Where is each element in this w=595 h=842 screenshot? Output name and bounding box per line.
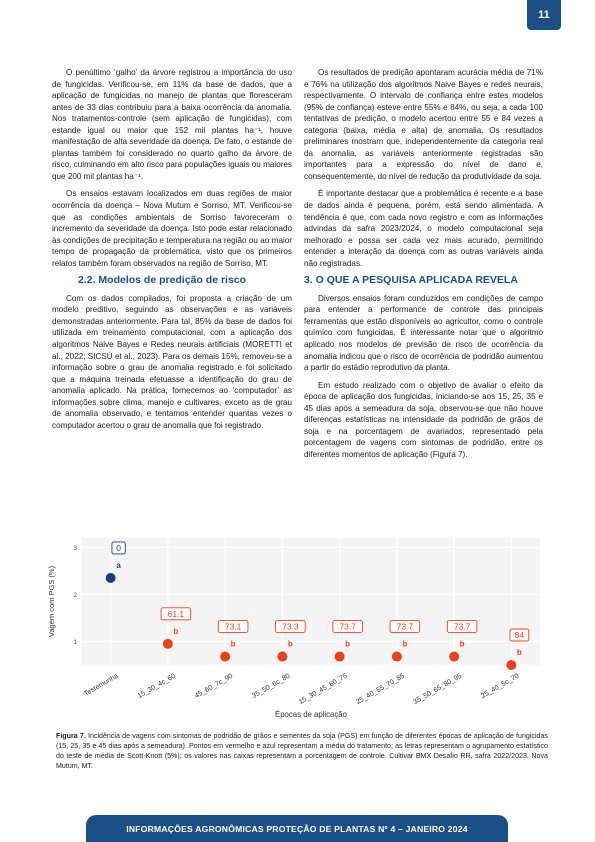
x-tick-label: 25_40_5c_70 — [480, 672, 521, 700]
data-point — [449, 652, 459, 662]
data-point — [277, 652, 287, 662]
section-heading-3: 3. O QUE A PESQUISA APLICADA REVELA — [304, 274, 518, 287]
control-value-label: 73.7 — [339, 621, 356, 632]
left-paragraph-1: O penúltimo ‘galho’ da árvore registrou a importância do uso de fungicidas. Verificou-se, em 11% da base de dados, que a aplicação de fungicidas no manejo de plantas que floresceram antes de 33 dias contribuiu para a baixa ocorrência da anomalia. Nos tratamentos-controle (sem aplicação de fungicidas), com estande igual ou maior que 152 mil plantas ha⁻¹, houve manifestação de alta severidade da doença. De fato, o estande de plantas também foi considerado no quarto galho da árvore de risco, culminando em alto risco para populações iguais ou maiores que 200 mil plantas ha⁻¹. — [52, 68, 292, 181]
x-tick-label: 15_30_4c_60 — [136, 672, 177, 700]
right-paragraph-1: Os resultados de predição apontaram acurácia média de 71% e 76% na utilização dos algoritmos Naive Bayes e redes neurais, respectivamente. O intervalo de confiança entre estes modelos (95% de confiança) esteve entre 55% e 84%, ou seja, a cada 100 tentativas de predição, o modelo acertou entre 55 e 84 vezes a categoria (baixa, média e alta) de anomalia. Os resultados preliminares mostram que, independentemente da categoria real da anomalia, as variáveis anteriormente registradas são importantes para a expressão do nível de dano e, consequentemente, do nível de redução da produtividade da soja. — [304, 68, 543, 181]
y-axis-label: Vagem com PGS (%) — [47, 565, 56, 638]
right-column — [304, 67, 543, 467]
x-tick-label: 25_40_55_70_85 — [355, 672, 406, 706]
y-tick-label: 2 — [73, 591, 77, 599]
right-paragraph-3: Diversos ensaios foram conduzidos em condições de campo para entender a performance de controle das principais ferramentas que estão disponíveis ao agricultor, como o controle químico com fungicidas. É interessante notar que o algoritmo aplicado nos modelos de previsão de risco de ocorrência da anomalia indicou que o risco de ocorrência de podridão aumentou a partir do estádio reprodutivo da planta. — [304, 293, 543, 373]
right-paragraph-2: É importante destacar que a problemática é recente e a base de dados ainda é pequena, porém, está sendo alimentada. A tendência é que, com cada novo registro e com as informações advindas da safra 2023/2024, o modelo computacional seja melhorado e possa ser cada vez mais acurado, permitindo entender a interação da doença com as outras variáveis ainda não registradas. — [304, 189, 543, 268]
data-point — [106, 573, 116, 583]
right-paragraph-4: Em estudo realizado com o objetivo de avaliar o efeito da época de aplicação dos fungicidas, iniciando-se aos 15, 25, 35 e 45 dias após a semeadura da soja, observou-se que não houve diferenças estatísticas na intensidade da podridão de grãos de soja e na porcentagem de avariados, representado pela porcentagem de vagens com sintomas de podridão, entre os diferentes momentos de aplicação (Figura 7). — [304, 380, 543, 459]
significance-letter: a — [116, 560, 121, 570]
control-value-label: 0 — [116, 542, 121, 553]
caption-text: Incidência de vagens com sintomas de podridão de grãos e sementes da soja (PGS) em função de diferentes épocas de aplicação de fungicidas (15, 25, 35 e 45 dias após a semeadura). Pontos em vermelho e azul representam a média do tratamento; as letras representam o agrupamento estatístico do teste de média de Scott-Knott (5%); os valores nas caixas representam a porcentagem de controle. Cultivar BMX Desafio RR, safra 2022/2023, Nova Mutum, MT. — [56, 732, 548, 770]
figure-caption — [56, 731, 548, 771]
significance-letter: b — [516, 648, 522, 657]
data-point — [220, 652, 230, 662]
control-value-label: 73.3 — [282, 621, 299, 632]
data-point — [506, 660, 516, 670]
y-tick-label: 1 — [73, 638, 77, 646]
left-column — [52, 67, 292, 437]
data-point — [335, 652, 345, 662]
control-value-label: 73.1 — [224, 621, 242, 632]
x-tick-label: 45_60_7c_90 — [193, 672, 235, 700]
control-value-label: 73.7 — [453, 621, 471, 632]
significance-letter: b — [230, 639, 236, 649]
figure-7-chart — [40, 530, 560, 725]
x-tick-label: 35_50_6c_80 — [251, 672, 292, 700]
x-tick-label: 35_50_65_80_95 — [412, 672, 464, 706]
x-tick-label: Testemunha — [83, 672, 120, 698]
control-value-label: 84 — [514, 630, 525, 640]
caption-label: Figura 7. — [56, 732, 86, 740]
section-heading-2-2: 2.2. Modelos de predição de risco — [78, 274, 247, 287]
significance-letter: b — [287, 639, 293, 649]
significance-letter: b — [402, 639, 408, 649]
left-paragraph-2: Os ensaios estavam localizados em duas regiões de maior ocorrência da doença – Nova Mutum e Sorriso, MT. Verificou-se que as condições ambientais de Sorriso favoreceram o incremento da severidade da doença. Isto pode estar relacionado às condições de precipitação e temperatura na região ou ao maior tempo de propagação da problemática, visto que os primeiros relatos também foram observados na região de Sorriso, MT. — [52, 189, 292, 268]
significance-letter: b — [345, 639, 351, 649]
x-axis-label: Épocas de aplicação — [275, 710, 347, 719]
left-paragraph-3: Com os dados compilados, foi proposta a criação de um modelo preditivo, seguindo as observações e as variáveis demonstradas anteriormente. Para tal, 85% da base de dados foi utilizada em treinamento computacional, com a aplicação dos algoritmos Naive Bayes e Redes neurais artificiais (MORETTI et al., 2022; SICSÚ et al., 2023). Para os demais 15%, removeu-se a informação sobre o grau de anomalia registrado e foi solicitado que a máquina treinada efetuasse a identificação do grau de anomalia aplicado. Na prática, fornecemos ao ‘computador’ as informações sobre clima, manejo e cultivares, exceto as de grau de anomalia observado, e tentamos entender quantas vezes o computador acertou o grau de anomalia que foi registrado. — [52, 293, 292, 430]
y-tick-label: 3 — [73, 544, 77, 552]
data-point — [392, 652, 402, 662]
significance-letter: b — [173, 626, 179, 636]
data-point — [163, 639, 173, 649]
control-value-label: 73.7 — [396, 621, 414, 632]
control-value-label: 61.1 — [167, 608, 185, 619]
plot-area — [82, 538, 540, 665]
footer-banner: INFORMAÇÕES AGRONÔMICAS PROTEÇÃO DE PLANTAS Nº 4 – JANEIRO 2024 — [86, 815, 508, 842]
page-number: 11 — [527, 0, 561, 30]
x-tick-label: 15_30_45_60_75 — [297, 672, 349, 706]
significance-letter: b — [459, 639, 465, 649]
